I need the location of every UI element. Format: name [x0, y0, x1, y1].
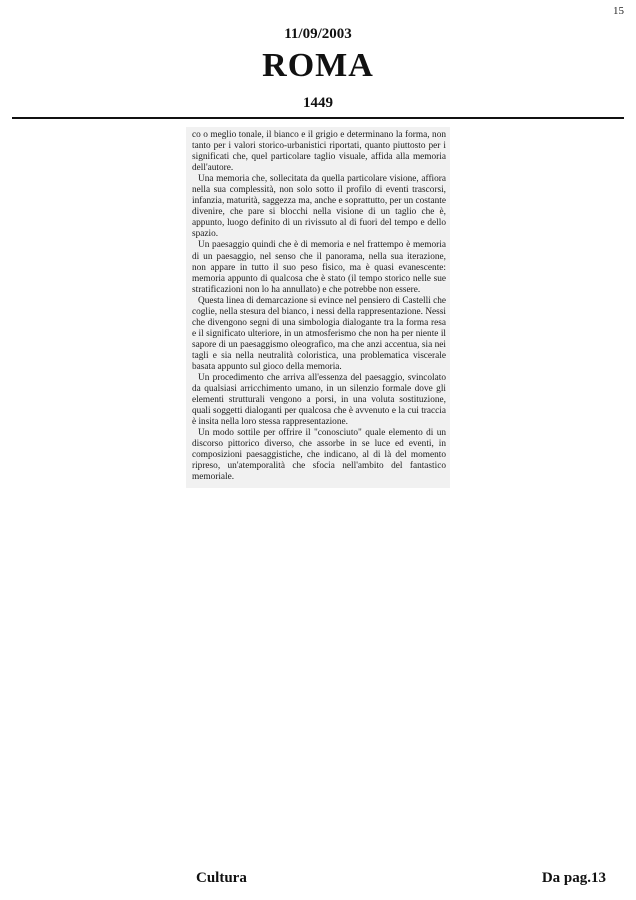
article-paragraph: Un modo sottile per offrire il "conosciuto" quale elemento di un discorso pittorico diverso, che assorbe in se luce ed eventi, in composizioni paesaggistiche, che indicano, al di là del momento ripreso, un'atemporalità che sfocia nell'ambito del fantastico memoriale. [192, 428, 446, 483]
article-paragraph: Un procedimento che arriva all'essenza del paesaggio, svincolato da qualsiasi arricchimento umano, in un silenzio formale dove gli elementi strutturali vengono a porsi, in una voluta sostituzione, quali soggetti dialoganti per qualcosa che è avvenuto e la cui traccia è insita nella loro stessa rappresentazione. [192, 373, 446, 428]
publication-date: 11/09/2003 [284, 26, 352, 42]
article-paragraph: Una memoria che, sollecitata da quella particolare visione, affiora nella sua complessità, non solo sotto il profilo di eventi trascorsi, infanzia, maturità, saggezza ma, anche e soprattutto, per un costante divenire, che pare si blocchi nella visione di un taglio che è, appunto, luogo definito di un rivissuto al di fuori del tempo e dello spazio. [192, 174, 446, 240]
header-divider [12, 117, 624, 119]
issue-number: 1449 [303, 95, 333, 111]
publication-logo: ROMA [262, 47, 374, 84]
article-paragraph: Un paesaggio quindi che è di memoria e nel frattempo è memoria di un paesaggio, nel senso che il panorama, nella sua iterazione, non appare in tutto il suo peso fisico, ma è quasi evanescente: memoria appunto di qualcosa che è stato (il tempo storico nelle sue stratificazioni non lo ha annullato) e che potrebbe non essere. [192, 240, 446, 295]
article-paragraph: co o meglio tonale, il bianco e il grigio e determinano la forma, non tanto per i valori storico-urbanistici riportati, quanto piuttosto per i significati che, quel particolare taglio visuale, affida alla memoria dell'autore. [192, 130, 446, 174]
article-paragraph: Questa linea di demarcazione si evince nel pensiero di Castelli che coglie, nella stesura del bianco, i nessi della rappresentazione. Nessi che divengono segni di una simbologia dialogante tra la forma resa e il significato ulteriore, in un atmosferismo che non ha per niente il sapore di un paesaggismo oleografico, ma che anzi accentua, sia nei tagli e sia nella neutralità coloristica, una problematica viscerale basata appunto sul gioco della memoria. [192, 295, 446, 372]
continued-from-label: Da pag.13 [541, 870, 606, 886]
article-clipping [186, 127, 450, 488]
page-number: 15 [613, 5, 624, 17]
section-label: Cultura [196, 870, 247, 886]
